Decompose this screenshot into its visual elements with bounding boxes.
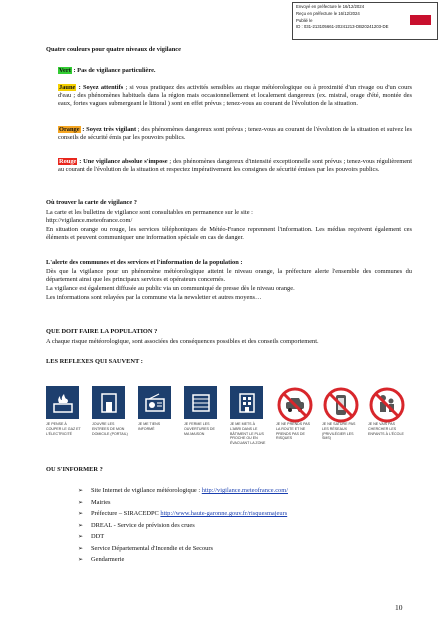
no-school-icon <box>368 386 406 424</box>
reflex-caption: JE FERME LES OUVERTURES DE MA MAISON <box>184 422 215 436</box>
alert-heading: L'alerte des communes et des services et l'information de la population : <box>46 259 243 266</box>
inform-list <box>78 485 288 566</box>
building-icon <box>230 386 263 419</box>
level-yellow <box>58 84 412 108</box>
list-item: ➢ Préfecture – SIRACEDPC http://www.haute-garonne.gouv.fr/risquesmajeurs <box>78 508 288 520</box>
red-text: ; des phénomènes dangereux d'intensité exceptionnelle sont prévus ; tenez-vous régulièrement au courant de l'évolution de la situation et respectez impérativement les consignes de sécurité émises par les pouvoirs publics. <box>58 158 413 173</box>
level-green <box>58 67 424 75</box>
level-red <box>58 158 412 174</box>
radio-icon <box>138 386 171 419</box>
reflex-caption: JE ME METS À L'ABRI DANS LE BÂTIMENT LE PLUS PROCHE OU EN ÉVACUANT LA ZONE <box>230 422 266 446</box>
red-label: Rouge <box>59 158 77 165</box>
stamp-line: Envoyé en préfecture le 16/12/2024 <box>296 4 365 9</box>
green-text: : Pas de vigilance particulière. <box>71 67 156 74</box>
stamp-logo <box>410 15 431 25</box>
reflexes-heading: LES REFLEXES QUI SAUVENT : <box>46 358 143 365</box>
yellow-bold: : Soyez attentifs <box>76 84 124 91</box>
red-bold: : Une vigilance absolue s'impose <box>77 158 168 165</box>
where-p1: La carte et les bulletins de vigilance sont consultables en permanence sur le site : <box>46 209 253 216</box>
stamp-line: ID : 031-213105661-20241213-DB20241203-DE <box>296 24 389 30</box>
vigilance-link[interactable]: http://vigilance.meteofrance.com/ <box>201 487 288 494</box>
list-item: ➢ Mairies <box>78 497 288 509</box>
reflex-icons <box>46 386 412 476</box>
alert-p1: Dès que la vigilance pour un phénomène météorologique atteint le niveau orange, la préfecture alerte l'ensemble des communes du département ainsi que les principaux services et opérateurs concernés. <box>46 268 412 283</box>
yellow-label: Jaune <box>59 84 76 91</box>
shutters-icon <box>184 386 217 419</box>
list-item: ➢ DREAL - Service de prévision des crues <box>78 520 288 532</box>
list-item: ➢ Service Départemental d'Incendie et de Secours <box>78 543 288 555</box>
no-phone-icon <box>322 386 360 424</box>
alert-p2: La vigilance est également diffusée au public via un communiqué de presse dès le niveau orange. <box>46 285 295 292</box>
fire-stove-icon <box>46 386 79 419</box>
reflex-caption: JE ME TIENS INFORMÉ <box>138 422 161 431</box>
list-item: ➢ Gendarmerie <box>78 554 288 566</box>
where-p2: En situation orange ou rouge, les services téléphoniques de Météo-France reprennent l'information. Les médias reçoivent également ces éléments et peuvent communiquer une information spéciale en cas de danger. <box>46 226 412 241</box>
orange-text: ; des phénomènes dangereux sont prévus ; tenez-vous au courant de l'évolution de la situation et suivez les conseils de sécurité émis par les pouvoirs publics. <box>58 126 412 141</box>
alert-p3: Les informations sont relayées par la commune via la newsletter et autres moyens… <box>46 294 262 301</box>
where-heading: Où trouver la carte de vigilance ? <box>46 199 137 206</box>
page-number: 10 <box>395 603 403 612</box>
population-text: A chaque risque météorologique, sont associées des conséquences possibles et des conseils comportement. <box>46 338 319 345</box>
stamp-line: Reçu en préfecture le 16/12/2024 <box>296 10 360 16</box>
reflex-caption: JE NE PRENDS PAS LA ROUTE ET NE PRENDS PAS DE RISQUES <box>276 422 311 441</box>
where-url: http://vigilance.meteofrance.com/ <box>46 217 133 224</box>
reflex-caption: JE PENSE À COUPER LE GAZ ET L'ÉLECTRICITÉ <box>46 422 81 436</box>
reflex-caption: JE NE VAIS PAS CHERCHER LES ENFANTS À L'ÉCOLE <box>368 422 404 436</box>
orange-label: Orange <box>59 126 80 133</box>
reflex-caption: JE NE SATURE PAS LES RÉSEAUX (PRIVILÉGIER LES SMS) <box>322 422 356 441</box>
population-heading: QUE DOIT FAIRE LA POPULATION ? <box>46 328 158 335</box>
section-title: Quatre couleurs pour quatre niveaux de vigilance <box>46 46 181 53</box>
level-orange <box>58 126 412 142</box>
prefecture-stamp <box>292 2 438 40</box>
stamp-line: Publié le <box>296 17 313 23</box>
door-icon <box>92 386 125 419</box>
yellow-text: ; si vous pratiquez des activités sensibles au risque météorologique ou à proximité d'un rivage ou d'un cours d'eau ; des phénomènes habituels dans la région mais occasionnellement et localement dangereux (ex. mistral, orage d'été, montée des eaux, fortes vagues submergeant le littoral ) sont en effet prévus ; tenez-vous au courant de l'évolution de la situation. <box>58 84 412 107</box>
list-item: ➢ DDT <box>78 531 288 543</box>
no-car-icon <box>276 386 314 424</box>
green-label: Vert <box>59 67 71 74</box>
orange-bold: : Soyez très vigilant <box>80 126 137 133</box>
reflex-caption: JOUVRE LES ENTREES DE MON DOMICILE (PORTAIL) <box>92 422 128 436</box>
inform-heading: OU S'INFORMER ? <box>46 466 103 473</box>
list-item: ➢ Site Internet de vigilance météorologique : http://vigilance.meteofrance.com/ <box>78 485 288 497</box>
prefecture-link[interactable]: http://www.haute-garonne.gouv.fr/risquesmajeurs <box>160 510 288 517</box>
